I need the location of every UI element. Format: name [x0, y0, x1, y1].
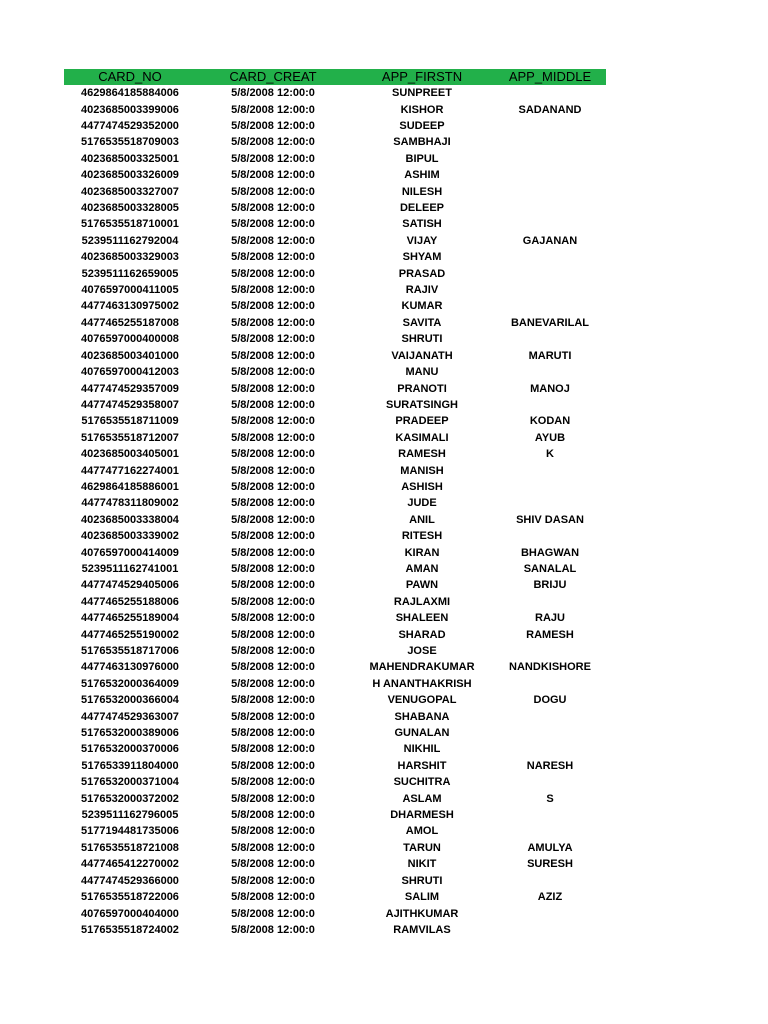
- card-no-cell[interactable]: 5176535518721008: [81, 841, 179, 854]
- table-row: [64, 774, 606, 790]
- app-firstn-cell[interactable]: SURATSINGH: [386, 398, 458, 411]
- table-row: [64, 758, 606, 774]
- card-no-cell[interactable]: 4477463130976000: [81, 661, 179, 674]
- card-no-cell[interactable]: 5176535518710001: [81, 218, 179, 231]
- table-row: [64, 380, 606, 396]
- app-middle-cell[interactable]: AMULYA: [527, 841, 573, 854]
- card-no-cell[interactable]: 4023685003327007: [81, 185, 179, 198]
- card-no-cell[interactable]: 5176535518717006: [81, 645, 179, 658]
- spreadsheet-table: [64, 69, 606, 938]
- app-middle-cell[interactable]: S: [546, 792, 554, 805]
- card-creat-cell[interactable]: 5/8/2008 12:00:0: [231, 645, 315, 658]
- card-creat-cell[interactable]: 5/8/2008 12:00:0: [231, 415, 315, 428]
- app-firstn-cell[interactable]: AMAN: [405, 562, 439, 575]
- card-no-cell[interactable]: 4023685003329003: [81, 251, 179, 264]
- app-middle-cell[interactable]: BHAGWAN: [520, 546, 580, 559]
- card-creat-cell[interactable]: 5/8/2008 12:00:0: [231, 480, 315, 493]
- table-row: [64, 134, 606, 150]
- app-firstn-cell[interactable]: ANIL: [409, 513, 435, 526]
- card-creat-cell[interactable]: 5/8/2008 12:00:0: [231, 169, 315, 182]
- app-firstn-cell[interactable]: VAIJANATH: [391, 349, 453, 362]
- table-row: [64, 315, 606, 331]
- app-firstn-cell[interactable]: NIKIT: [407, 858, 437, 871]
- app-firstn-cell[interactable]: SALIM: [404, 891, 440, 904]
- card-creat-cell[interactable]: 5/8/2008 12:00:0: [231, 562, 315, 575]
- app-firstn-cell[interactable]: ASHIM: [404, 169, 440, 182]
- card-no-cell[interactable]: 4023685003405001: [81, 448, 179, 461]
- card-creat-cell[interactable]: 5/8/2008 12:00:0: [231, 579, 315, 592]
- table-row: [64, 626, 606, 642]
- app-firstn-cell[interactable]: SAMBHAJI: [393, 136, 451, 149]
- card-no-cell[interactable]: 4477474529357009: [81, 382, 179, 395]
- table-row: [64, 610, 606, 626]
- card-no-cell[interactable]: 5176535518709003: [81, 136, 179, 149]
- card-creat-cell[interactable]: 5/8/2008 12:00:0: [231, 87, 315, 100]
- table-row: [64, 873, 606, 889]
- table-row: [64, 676, 606, 692]
- card-creat-cell[interactable]: 5/8/2008 12:00:0: [231, 284, 315, 297]
- table-row: [64, 561, 606, 577]
- app-firstn-cell[interactable]: AMOL: [405, 825, 439, 838]
- app-firstn-cell[interactable]: NIKHIL: [403, 743, 441, 756]
- card-no-cell[interactable]: 4477465255188006: [81, 595, 179, 608]
- card-creat-cell[interactable]: 5/8/2008 12:00:0: [231, 185, 315, 198]
- app-firstn-cell[interactable]: RAJLAXMI: [393, 595, 451, 608]
- app-firstn-cell[interactable]: H ANANTHAKRISH: [372, 677, 472, 690]
- card-creat-cell[interactable]: 5/8/2008 12:00:0: [231, 300, 315, 313]
- app-firstn-cell[interactable]: SHABANA: [394, 710, 450, 723]
- app-firstn-cell[interactable]: DELEEP: [399, 202, 444, 215]
- table-row: [64, 594, 606, 610]
- card-no-cell[interactable]: 4023685003326009: [81, 169, 179, 182]
- app-firstn-cell[interactable]: KISHOR: [400, 103, 444, 116]
- app-firstn-cell[interactable]: NILESH: [401, 185, 443, 198]
- card-creat-cell[interactable]: 5/8/2008 12:00:0: [231, 103, 315, 116]
- card-no-cell[interactable]: 4477474529352000: [81, 120, 179, 133]
- table-row: [64, 856, 606, 872]
- header-card-no[interactable]: CARD_NO: [98, 69, 162, 84]
- app-firstn-cell[interactable]: PRADEEP: [395, 415, 449, 428]
- table-row: [64, 183, 606, 199]
- app-middle-cell[interactable]: AZIZ: [537, 891, 563, 904]
- card-creat-cell[interactable]: 5/8/2008 12:00:0: [231, 694, 315, 707]
- table-row: [64, 430, 606, 446]
- card-creat-cell[interactable]: 5/8/2008 12:00:0: [231, 743, 315, 756]
- table-row: [64, 905, 606, 921]
- table-row: [64, 922, 606, 938]
- card-creat-cell[interactable]: 5/8/2008 12:00:0: [231, 251, 315, 264]
- table-body: [64, 85, 606, 938]
- card-creat-cell[interactable]: 5/8/2008 12:00:0: [231, 218, 315, 231]
- card-no-cell[interactable]: 5176532000364009: [81, 677, 179, 690]
- card-no-cell[interactable]: 4023685003325001: [81, 152, 179, 165]
- card-creat-cell[interactable]: 5/8/2008 12:00:0: [231, 530, 315, 543]
- card-creat-cell[interactable]: 5/8/2008 12:00:0: [231, 120, 315, 133]
- card-creat-cell[interactable]: 5/8/2008 12:00:0: [231, 398, 315, 411]
- app-firstn-cell[interactable]: RITESH: [401, 530, 443, 543]
- card-no-cell[interactable]: 5176532000371004: [81, 776, 179, 789]
- app-firstn-cell[interactable]: HARSHIT: [397, 759, 447, 772]
- app-firstn-cell[interactable]: ASHISH: [401, 480, 443, 493]
- table-row: [64, 528, 606, 544]
- table-row: [64, 446, 606, 462]
- card-no-cell[interactable]: 4477474529366000: [81, 874, 179, 887]
- card-creat-cell[interactable]: 5/8/2008 12:00:0: [231, 152, 315, 165]
- app-firstn-cell[interactable]: ASLAM: [402, 792, 442, 805]
- table-row: [64, 331, 606, 347]
- app-firstn-cell[interactable]: TARUN: [403, 841, 441, 854]
- card-no-cell[interactable]: 5176535518712007: [81, 431, 179, 444]
- card-no-cell[interactable]: 4076597000400008: [81, 333, 179, 346]
- card-creat-cell[interactable]: 5/8/2008 12:00:0: [231, 841, 315, 854]
- card-creat-cell[interactable]: 5/8/2008 12:00:0: [231, 366, 315, 379]
- card-no-cell[interactable]: 5239511162796005: [81, 809, 179, 822]
- table-row: [64, 889, 606, 905]
- table-row: [64, 298, 606, 314]
- app-firstn-cell[interactable]: MANISH: [400, 464, 444, 477]
- card-no-cell[interactable]: 5176532000370006: [81, 743, 179, 756]
- table-row: [64, 741, 606, 757]
- app-middle-cell[interactable]: SANALAL: [523, 562, 577, 575]
- card-creat-cell[interactable]: 5/8/2008 12:00:0: [231, 382, 315, 395]
- card-creat-cell[interactable]: 5/8/2008 12:00:0: [231, 267, 315, 280]
- table-row: [64, 118, 606, 134]
- app-firstn-cell[interactable]: PRASAD: [398, 267, 446, 280]
- table-row: [64, 725, 606, 741]
- app-firstn-cell[interactable]: JOSE: [407, 645, 437, 658]
- card-creat-cell[interactable]: 5/8/2008 12:00:0: [231, 546, 315, 559]
- card-no-cell[interactable]: 5176532000372002: [81, 792, 179, 805]
- table-row: [64, 200, 606, 216]
- app-firstn-cell[interactable]: KIRAN: [404, 546, 440, 559]
- card-no-cell[interactable]: 4076597000414009: [81, 546, 179, 559]
- table-row: [64, 397, 606, 413]
- card-creat-cell[interactable]: 5/8/2008 12:00:0: [231, 874, 315, 887]
- card-no-cell[interactable]: 4477465412270002: [81, 858, 179, 871]
- app-middle-cell[interactable]: SURESH: [527, 858, 573, 871]
- card-no-cell[interactable]: 4023685003338004: [81, 513, 179, 526]
- app-firstn-cell[interactable]: SHARAD: [398, 628, 446, 641]
- app-firstn-cell[interactable]: SATISH: [402, 218, 442, 231]
- card-no-cell[interactable]: 5239511162659005: [81, 267, 179, 280]
- table-row: [64, 265, 606, 281]
- card-creat-cell[interactable]: 5/8/2008 12:00:0: [231, 612, 315, 625]
- table-row: [64, 348, 606, 364]
- card-creat-cell[interactable]: 5/8/2008 12:00:0: [231, 431, 315, 444]
- app-middle-cell[interactable]: GAJANAN: [522, 234, 578, 247]
- app-firstn-cell[interactable]: DHARMESH: [390, 809, 454, 822]
- app-firstn-cell[interactable]: SUCHITRA: [393, 776, 451, 789]
- table-row: [64, 807, 606, 823]
- card-no-cell[interactable]: 4477465255187008: [81, 316, 179, 329]
- card-no-cell[interactable]: 5176535518722006: [81, 891, 179, 904]
- card-creat-cell[interactable]: 5/8/2008 12:00:0: [231, 202, 315, 215]
- card-no-cell[interactable]: 4477474529363007: [81, 710, 179, 723]
- table-row: [64, 233, 606, 249]
- app-firstn-cell[interactable]: GUNALAN: [394, 727, 450, 740]
- card-creat-cell[interactable]: 5/8/2008 12:00:0: [231, 759, 315, 772]
- app-firstn-cell[interactable]: SUDEEP: [399, 120, 445, 133]
- card-no-cell[interactable]: 5239511162741001: [81, 562, 179, 575]
- app-firstn-cell[interactable]: RAMESH: [398, 448, 446, 461]
- app-middle-cell[interactable]: NANDKISHORE: [509, 661, 591, 674]
- card-creat-cell[interactable]: 5/8/2008 12:00:0: [231, 448, 315, 461]
- card-no-cell[interactable]: 4076597000412003: [81, 366, 179, 379]
- card-no-cell[interactable]: 4477474529358007: [81, 398, 179, 411]
- card-no-cell[interactable]: 4629864185886001: [81, 480, 179, 493]
- card-creat-cell[interactable]: 5/8/2008 12:00:0: [231, 464, 315, 477]
- card-creat-cell[interactable]: 5/8/2008 12:00:0: [231, 923, 315, 936]
- card-creat-cell[interactable]: 5/8/2008 12:00:0: [231, 661, 315, 674]
- table-row: [64, 823, 606, 839]
- card-creat-cell[interactable]: 5/8/2008 12:00:0: [231, 628, 315, 641]
- app-middle-cell[interactable]: SADANAND: [518, 103, 582, 116]
- card-creat-cell[interactable]: 5/8/2008 12:00:0: [231, 349, 315, 362]
- card-creat-cell[interactable]: 5/8/2008 12:00:0: [231, 891, 315, 904]
- app-firstn-cell[interactable]: VENUGOPAL: [387, 694, 457, 707]
- table-row: [64, 544, 606, 560]
- app-firstn-cell[interactable]: MANU: [405, 366, 439, 379]
- table-row: [64, 101, 606, 117]
- card-no-cell[interactable]: 4477463130975002: [81, 300, 179, 313]
- card-no-cell[interactable]: 5177194481735006: [81, 825, 179, 838]
- app-middle-cell[interactable]: RAJU: [535, 612, 565, 625]
- app-firstn-cell[interactable]: SHRUTI: [401, 874, 443, 887]
- card-no-cell[interactable]: 4076597000404000: [81, 907, 179, 920]
- card-no-cell[interactable]: 5176535518711009: [81, 415, 179, 428]
- app-firstn-cell[interactable]: SHRUTI: [401, 333, 443, 346]
- app-firstn-cell[interactable]: VIJAY: [406, 234, 438, 247]
- app-middle-cell[interactable]: MARUTI: [528, 349, 572, 362]
- header-app-firstn[interactable]: APP_FIRSTN: [381, 69, 463, 84]
- table-row: [64, 151, 606, 167]
- card-no-cell[interactable]: 5176532000366004: [81, 694, 179, 707]
- app-firstn-cell[interactable]: BIPUL: [405, 152, 439, 165]
- card-creat-cell[interactable]: 5/8/2008 12:00:0: [231, 776, 315, 789]
- card-no-cell[interactable]: 4023685003339002: [81, 530, 179, 543]
- app-firstn-cell[interactable]: KUMAR: [401, 300, 443, 313]
- table-row: [64, 216, 606, 232]
- card-creat-cell[interactable]: 5/8/2008 12:00:0: [231, 825, 315, 838]
- app-firstn-cell[interactable]: PRANOTI: [397, 382, 447, 395]
- card-no-cell[interactable]: 4023685003401000: [81, 349, 179, 362]
- card-no-cell[interactable]: 4477477162274001: [81, 464, 179, 477]
- app-middle-cell[interactable]: NARESH: [526, 759, 574, 772]
- card-no-cell[interactable]: 5176535518724002: [81, 923, 179, 936]
- table-row: [64, 790, 606, 806]
- app-firstn-cell[interactable]: SHALEEN: [395, 612, 449, 625]
- table-row: [64, 479, 606, 495]
- app-firstn-cell[interactable]: AJITHKUMAR: [385, 907, 459, 920]
- card-creat-cell[interactable]: 5/8/2008 12:00:0: [231, 513, 315, 526]
- table-row: [64, 462, 606, 478]
- card-no-cell[interactable]: 4023685003399006: [81, 103, 179, 116]
- app-middle-cell[interactable]: BANEVARILAL: [510, 316, 589, 329]
- card-creat-cell[interactable]: 5/8/2008 12:00:0: [231, 497, 315, 510]
- card-creat-cell[interactable]: 5/8/2008 12:00:0: [231, 858, 315, 871]
- table-row: [64, 249, 606, 265]
- card-creat-cell[interactable]: 5/8/2008 12:00:0: [231, 727, 315, 740]
- app-middle-cell[interactable]: KODAN: [529, 415, 571, 428]
- app-middle-cell[interactable]: SHIV DASAN: [516, 513, 584, 526]
- app-firstn-cell[interactable]: RAMVILAS: [393, 923, 451, 936]
- app-firstn-cell[interactable]: JUDE: [407, 497, 437, 510]
- table-row: [64, 659, 606, 675]
- app-middle-cell[interactable]: RAMESH: [526, 628, 574, 641]
- card-creat-cell[interactable]: 5/8/2008 12:00:0: [231, 809, 315, 822]
- card-no-cell[interactable]: 4076597000411005: [81, 284, 179, 297]
- table-row: [64, 840, 606, 856]
- app-firstn-cell[interactable]: PAWN: [405, 579, 439, 592]
- app-firstn-cell[interactable]: KASIMALI: [395, 431, 449, 444]
- header-app-middle[interactable]: APP_MIDDLE: [508, 69, 592, 84]
- card-creat-cell[interactable]: 5/8/2008 12:00:0: [231, 792, 315, 805]
- card-creat-cell[interactable]: 5/8/2008 12:00:0: [231, 907, 315, 920]
- table-row: [64, 708, 606, 724]
- app-firstn-cell[interactable]: RAJIV: [405, 284, 439, 297]
- app-firstn-cell[interactable]: MAHENDRAKUMAR: [369, 661, 475, 674]
- card-no-cell[interactable]: 4023685003328005: [81, 202, 179, 215]
- app-middle-cell[interactable]: MANOJ: [530, 382, 570, 395]
- table-row: [64, 364, 606, 380]
- card-creat-cell[interactable]: 5/8/2008 12:00:0: [231, 333, 315, 346]
- table-row: [64, 85, 606, 101]
- card-no-cell[interactable]: 4477474529405006: [81, 579, 179, 592]
- card-creat-cell[interactable]: 5/8/2008 12:00:0: [231, 710, 315, 723]
- card-creat-cell[interactable]: 5/8/2008 12:00:0: [231, 677, 315, 690]
- app-middle-cell[interactable]: BRIJU: [533, 579, 567, 592]
- app-middle-cell[interactable]: DOGU: [533, 694, 567, 707]
- app-middle-cell[interactable]: K: [546, 448, 554, 461]
- header-row: [64, 69, 606, 85]
- app-firstn-cell[interactable]: SAVITA: [402, 316, 442, 329]
- table-row: [64, 643, 606, 659]
- card-creat-cell[interactable]: 5/8/2008 12:00:0: [231, 136, 315, 149]
- card-no-cell[interactable]: 5176533911804000: [81, 759, 179, 772]
- table-row: [64, 692, 606, 708]
- table-row: [64, 282, 606, 298]
- app-firstn-cell[interactable]: SHYAM: [402, 251, 442, 264]
- app-firstn-cell[interactable]: SUNPREET: [392, 87, 452, 100]
- card-no-cell[interactable]: 4629864185884006: [81, 87, 179, 100]
- app-middle-cell[interactable]: AYUB: [534, 431, 566, 444]
- table-row: [64, 577, 606, 593]
- table-row: [64, 495, 606, 511]
- table-row: [64, 413, 606, 429]
- card-no-cell[interactable]: 4477465255190002: [81, 628, 179, 641]
- card-no-cell[interactable]: 5176532000389006: [81, 727, 179, 740]
- card-no-cell[interactable]: 4477478311809002: [81, 497, 179, 510]
- table-row: [64, 167, 606, 183]
- card-no-cell[interactable]: 5239511162792004: [81, 234, 179, 247]
- card-no-cell[interactable]: 4477465255189004: [81, 612, 179, 625]
- table-row: [64, 512, 606, 528]
- card-creat-cell[interactable]: 5/8/2008 12:00:0: [231, 595, 315, 608]
- header-card-creat[interactable]: CARD_CREAT: [229, 69, 317, 84]
- card-creat-cell[interactable]: 5/8/2008 12:00:0: [231, 234, 315, 247]
- card-creat-cell[interactable]: 5/8/2008 12:00:0: [231, 316, 315, 329]
